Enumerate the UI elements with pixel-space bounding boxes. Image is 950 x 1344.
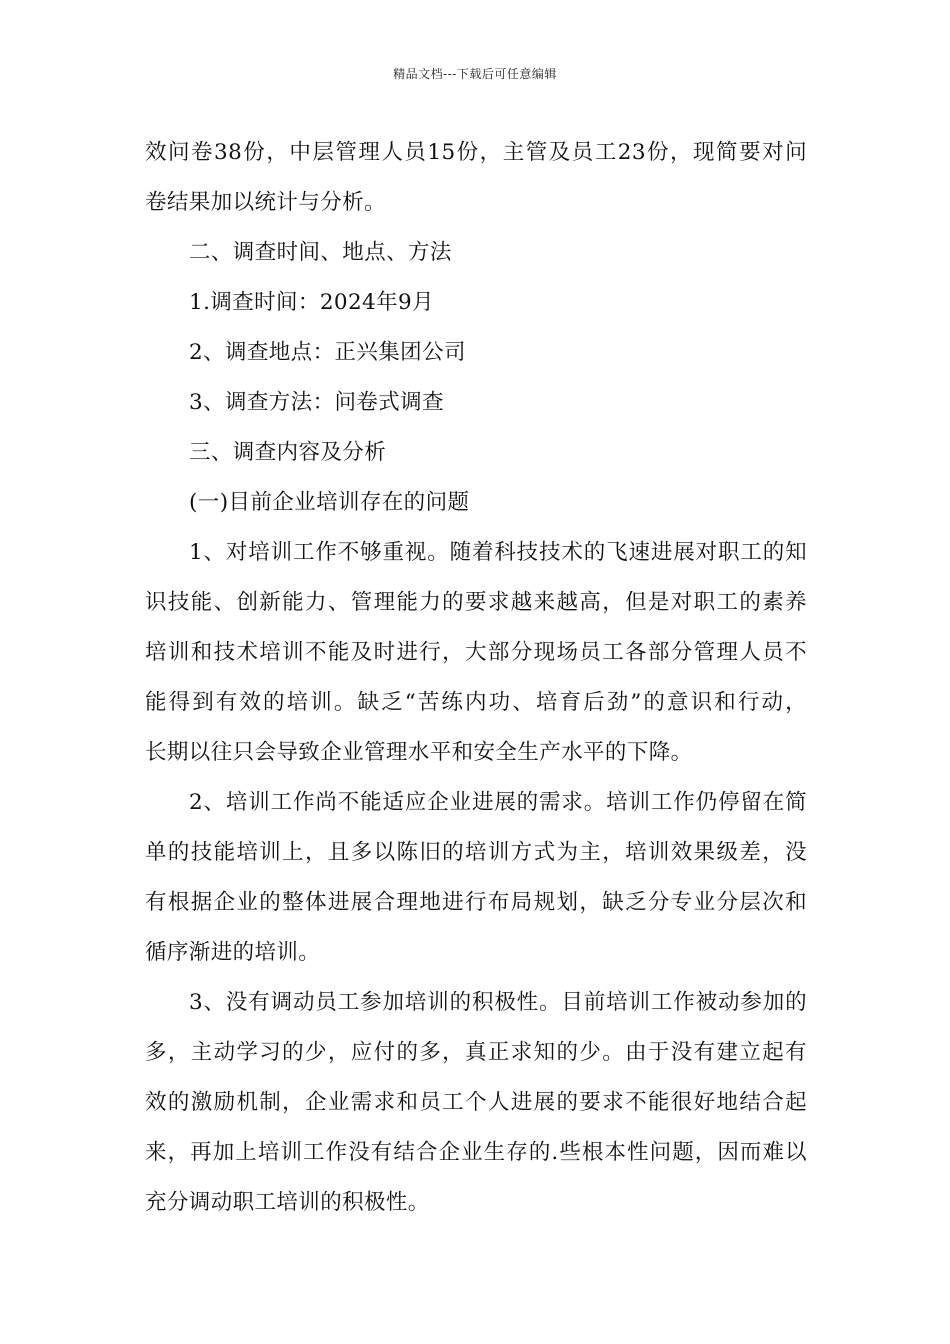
text-line: 识技能、创新能力、管理能力的要求越来越高，但是对职工的素养 bbox=[145, 590, 807, 615]
text-line: 循序渐进的培训。 bbox=[145, 940, 321, 965]
text-line: 二、调查时间、地点、方法 bbox=[189, 240, 452, 265]
text-line: 卷结果加以统计与分析。 bbox=[145, 190, 386, 215]
text-line: 3、调查方法：问卷式调查 bbox=[189, 390, 444, 415]
text-line: 1、对培训工作不够重视。随着科技技术的飞速进展对职工的知 bbox=[189, 540, 807, 565]
text-line: 3、没有调动员工参加培训的积极性。目前培训工作被动参加的 bbox=[189, 990, 807, 1015]
text-line: 效问卷38份，中层管理人员15份，主管及员工23份，现简要对问 bbox=[145, 140, 807, 165]
text-line: 能得到有效的培训。缺乏“苦练内功、培育后劲”的意识和行动， bbox=[145, 690, 807, 715]
text-line: 1.调查时间：2024年9月 bbox=[189, 290, 435, 315]
text-line: 2、调查地点：正兴集团公司 bbox=[189, 340, 466, 365]
text-line: 充分调动职工培训的积极性。 bbox=[145, 1190, 430, 1215]
text-line: 培训和技术培训不能及时进行，大部分现场员工各部分管理人员不 bbox=[145, 640, 807, 665]
text-line: 三、调查内容及分析 bbox=[189, 440, 387, 465]
text-line: 长期以往只会导致企业管理水平和安全生产水平的下降。 bbox=[145, 740, 693, 765]
text-line: 来，再加上培训工作没有结合企业生存的.些根本性问题，因而难以 bbox=[145, 1140, 807, 1165]
text-line: 效的激励机制，企业需求和员工个人进展的要求不能很好地结合起 bbox=[145, 1090, 807, 1115]
page-header: 精品文档---下载后可任意编辑 bbox=[393, 67, 557, 81]
text-line: 单的技能培训上，且多以陈旧的培训方式为主，培训效果级差，没 bbox=[145, 840, 807, 865]
document-body bbox=[145, 128, 807, 1228]
text-line: 有根据企业的整体进展合理地进行布局规划，缺乏分专业分层次和 bbox=[145, 890, 807, 915]
text-line: 2、培训工作尚不能适应企业进展的需求。培训工作仍停留在简 bbox=[189, 790, 807, 815]
text-line: 多，主动学习的少，应付的多，真正求知的少。由于没有建立起有 bbox=[145, 1040, 807, 1065]
text-line: (一)目前企业培训存在的问题 bbox=[189, 490, 470, 515]
